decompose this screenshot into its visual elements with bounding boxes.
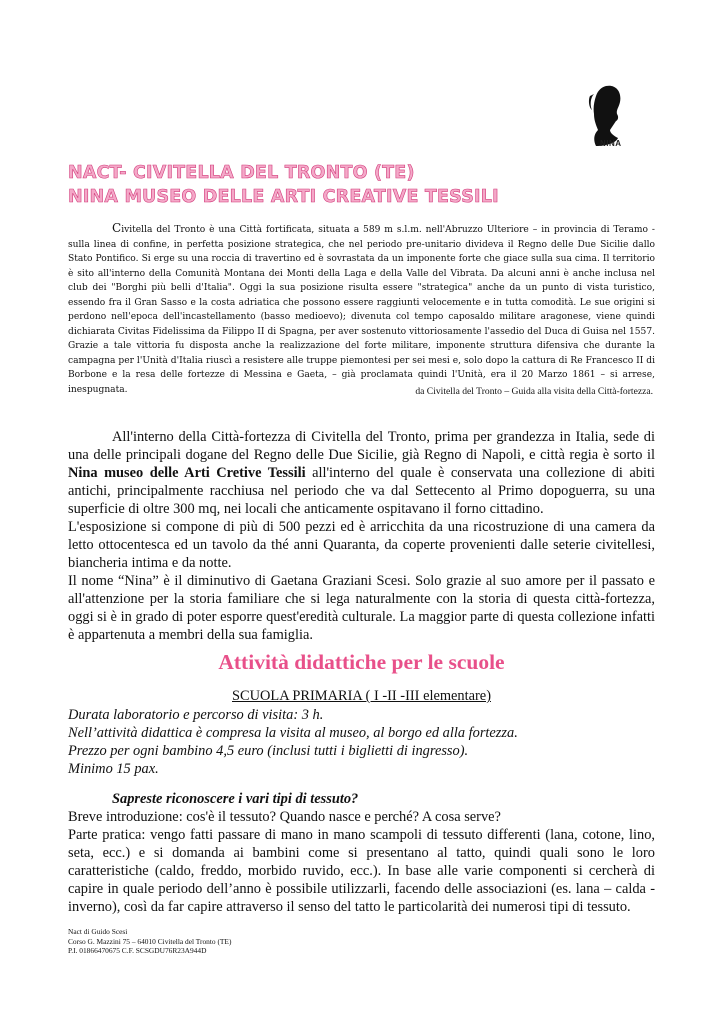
logo-label: NINA: [600, 139, 622, 148]
intro-paragraph-block: [68, 221, 655, 397]
footer-address: Corso G. Mazzini 75 – 64010 Civitella del Tronto (TE): [68, 936, 232, 946]
activity-description: [68, 790, 655, 916]
activity-question: Sapreste riconoscere i vari tipi di tessuto?: [112, 791, 359, 807]
page-title-line-2: NINA MUSEO DELLE ARTI CREATIVE TESSILI: [68, 187, 499, 207]
page-title-line-1: NACT- CIVITELLA DEL TRONTO (TE): [68, 163, 415, 183]
body-paragraph-1-end: all'interno del quale è conservata una collezione di abiti antichi, principalmente racchiusa nel periodo che va dal Settecento al Primo dopoguerra, su una superficie di oltre 300 mq, nei locali che anticamente ospitavano il forno cittadino.: [68, 465, 655, 517]
museum-description: [68, 428, 655, 644]
page-footer: [68, 927, 368, 956]
intro-paragraph: Civitella del Tronto è una Città fortificata, situata a 589 m s.l.m. nell'Abruzzo Ulteriore – in provincia di Teramo - sulla linea di confine, in perfetta posizione strategica, che nel periodo pre-unitario divideva il Regno delle Due Sicilie dallo Stato Pontifico. Si erge su una roccia di travertino ed è sovrastata da un imponente forte che giace sulla sua cima. Il territorio è sito all'interno della Comunità Montana dei Monti della Laga e della Valle del Vibrata. Da alcuni anni è anche inclusa nel club dei "Borghi più belli d'Italia". Oggi la sua posizione risulta essere "strategica" anche da un punto di vista turistico, essendo fra il Gran Sasso e la costa adriatica che possono essere raggiunti velocemente e in tutta comodità. Le sue origini si perdono nell'epoca dell'incastellamento (basso medioevo); divenuta col tempo caposaldo militare aragonese, viene quindi dichiarata Civitas Fidelissima da Filippo II di Spagna, per aver sostenuto vittoriosamente l'assedio del Duca di Guisa nel 1557. Grazie a tale vittoria fu disposta anche la realizzazione del forte militare, imponente struttura difensiva che durante la campagna per l'Unità d'Italia riuscì a resistere alle truppe piemontesi per sei mesi e, solo dopo la cattura di Re Francesco II di Borbone e la resa delle fortezze di Messina e Gaeta, – già proclamata quindi l'Unità, era il 20 Marzo 1861 – si arrese, inespugnata.: [68, 221, 655, 395]
section-title: Attività didattiche per le scuole: [218, 650, 505, 674]
museum-name: Nina museo delle Arti Cretive Tessili: [68, 465, 306, 481]
footer-company: Nact di Guido Scesi: [68, 927, 128, 936]
activity-practice: Parte pratica: vengo fatti passare di mano in mano scampoli di tessuto differenti (lana, cotone, lino, seta, ecc.) e si domanda ai bambini come si presentano al tatto, quindi quali sono le loro caratteristiche (caldo, freddo, morbido ruvido, ecc.). In base alle varie componenti si cercherà di capire in quale periodo dell’anno è possibile utilizzarli, facendo delle associazioni (es. lana – calda - inverno), così da far capire attraverso il senso del tatto le particolarità dei numerosi tipi di tessuto.: [68, 827, 655, 915]
intro-source-citation: da Civitella del Tronto – Guida alla visita della Città-fortezza.: [415, 386, 653, 397]
activity-details: [68, 706, 655, 778]
body-paragraph-1: [68, 428, 655, 518]
detail-price: Prezzo per ogni bambino 4,5 euro (inclusi tutti i biglietti di ingresso).: [68, 743, 469, 759]
body-paragraph-3: Il nome “Nina” è il diminutivo di Gaetana Graziani Scesi. Solo grazie al suo amore per il passato e all'attenzione per la storia familiare che si lega naturalmente con la storia di questa città-fortezza, oggi si è in grado di poter esporre quest'eredità culturale. La maggior parte di questa collezione infatti è appartenuta a membri della sua famiglia.: [68, 573, 655, 643]
detail-duration: Durata laboratorio e percorso di visita: 3 h.: [68, 707, 324, 723]
activity-intro: Breve introduzione: cos'è il tessuto? Quando nasce e perché? A cosa serve?: [68, 809, 501, 825]
body-paragraph-2: L'esposizione si compone di più di 500 pezzi ed è arricchita da una ricostruzione di una camera da letto ottocentesca ed un tavolo da thé anni Quaranta, da coperte provenienti dalle seterie civitellesi, biancheria intima e da notte.: [68, 519, 655, 571]
footer-tax-ids: P.I. 01866470675 C.F. SCSGDU76R23A944D: [68, 946, 207, 955]
detail-minimum: Minimo 15 pax.: [68, 761, 159, 777]
body-paragraph-1-start: All'interno della Città-fortezza di Civitella del Tronto, prima per grandezza in Italia, sede di una delle principali dogane del Regno delle Due Sicilie, già Regno di Napoli, e città regia è sorto il: [68, 429, 655, 463]
scuola-primaria-heading: SCUOLA PRIMARIA ( I -II -III elementare): [232, 688, 491, 704]
detail-included: Nell’attività didattica è compresa la visita al museo, al borgo ed alla fortezza.: [68, 725, 518, 741]
